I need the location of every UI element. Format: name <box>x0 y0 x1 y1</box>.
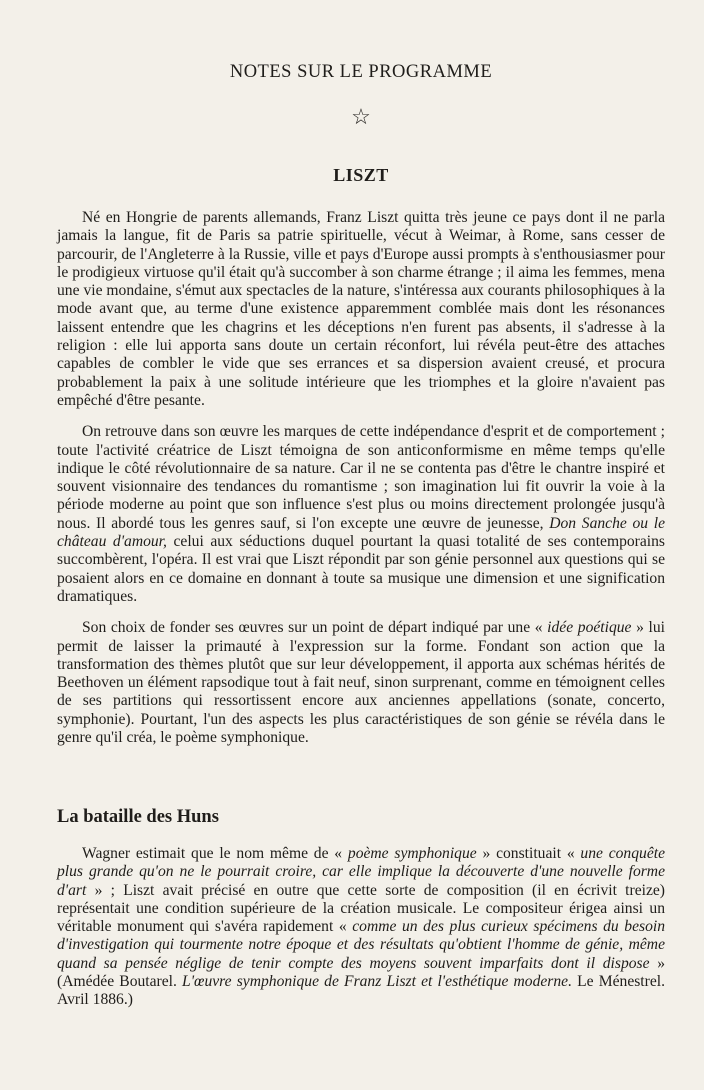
idee-poetique: idée poétique <box>547 619 632 637</box>
section-paragraph <box>57 845 665 1010</box>
section-text-4: » (Amédée Boutarel. <box>57 954 665 991</box>
section-title: La bataille des Huns <box>57 807 219 827</box>
paragraph-3 <box>57 619 665 747</box>
paragraph-3-part1: Son choix de fonder ses œuvres sur un point de départ indiqué par une « <box>82 619 548 637</box>
opera-title: Don Sanche ou le château d'amour, <box>57 514 665 551</box>
paragraph-3-part2: » lui permit de laisser la primauté à l'expression sur la forme. Fondant son action que la transformation des thèmes plutôt que sur leur développement, il apporta aux schémas hérités de Beethoven un élément rapsodique tout à fait neuf, sinon surprenant, comme en témoignent celles de ses partitions qui ressortissent encore aux anciennes appellations (sonate, concerto, symphonie). Pourtant, l'un des aspects les plus caractéristiques de son génie se révéla dans le genre qu'il créa, le poème symphonique. <box>57 619 665 747</box>
boutarel-quote: comme un des plus curieux spécimens du besoin d'investigation qui tourmente notre époque et des résultats qu'obtient l'homme de génie, même quand sa pensée néglige de tenir compte des moyens souvent imparfaits dont il dispose <box>57 918 665 972</box>
section-body <box>57 845 665 1010</box>
page-header: NOTES SUR LE PROGRAMME <box>229 62 493 82</box>
section-text-2: » constituait « <box>476 845 581 862</box>
paragraph-1-text: Né en Hongrie de parents allemands, Franz Liszt quitta très jeune ce pays dont il ne parla jamais la langue, fit de Paris sa patrie spirituelle, vécut à Weimar, à Rome, sans cesser de parcourir, de l'Angleterre à la Russie, ville et pays d'Europe aussi prompts à s'enthousiasmer pour le prodigieux virtuose qu'il était qu'à succomber à son charme étrange ; il aima les femmes, mena une vie mondaine, s'émut aux spectacles de la nature, s'intéressa aux courants philosophiques à la mode avant que, au terme d'une existence apparemment comblée mais dont les résonances laissent entendre que les chagrins et les déceptions n'en furent pas absents, il s'adresse à la religion : elle lui apporta sans doute un certain réconfort, lui révéla peut-être des attaches capables de combler le vide que ses errances et sa dispersion avaient creusé, et procura probablement la paix à une solitude intérieure que les triomphes et la gloire n'avaient pas empêché d'être pesante. <box>57 209 665 409</box>
section-text-5: Le Ménestrel. Avril 1886.) <box>57 973 665 1009</box>
paragraph-1 <box>57 209 665 410</box>
liszt-biography <box>57 209 665 760</box>
star-ornament-icon: ☆ <box>351 104 371 129</box>
section-text-3: » ; Liszt avait précisé en outre que cette sorte de composition (il en écrivit treize) représentait une condition supérieure de la création musicale. Le compositeur érigea ainsi un véritable monument qui s'avéra rapidement « <box>57 881 665 936</box>
paragraph-2-part2: celui aux séductions duquel pourtant la quasi totalité de ses contemporains succombèrent, l'opéra. Il est vrai que Liszt répondit par son génie personnel aux questions qui se posaient alors en ce domaine en donnant à toute sa musique une dimension et une signification dramatiques. <box>57 533 665 605</box>
paragraph-2 <box>57 423 665 606</box>
section-italic-1: poème symphonique <box>347 845 477 862</box>
composer-heading: LISZT <box>333 165 389 185</box>
wagner-quote: une conquête plus grande qu'on ne le pourrait croire, car elle implique la découverte d'une nouvelle forme d'art <box>57 845 665 899</box>
paragraph-2-part1: On retrouve dans son œuvre les marques de cette indépendance d'esprit et de comportement ; toute l'activité créatrice de Liszt témoigna de son anticonformisme en même temps qu'elle indique le côté révolutionnaire de sa nature. Car il ne se contenta pas d'être le chantre inspiré et souvent visionnaire des tendances du romantisme ; son imagination lui fit ouvrir la voie à la période moderne au point que son influence s'est plus ou moins directement prolongée jusqu'à nous. Il abordé tous les genres sauf, si l'on excepte une œuvre de jeunesse, <box>57 423 665 532</box>
book-title: L'œuvre symphonique de Franz Liszt et l'esthétique moderne. <box>182 973 572 991</box>
section-text-1: Wagner estimait que le nom même de « <box>82 845 348 862</box>
